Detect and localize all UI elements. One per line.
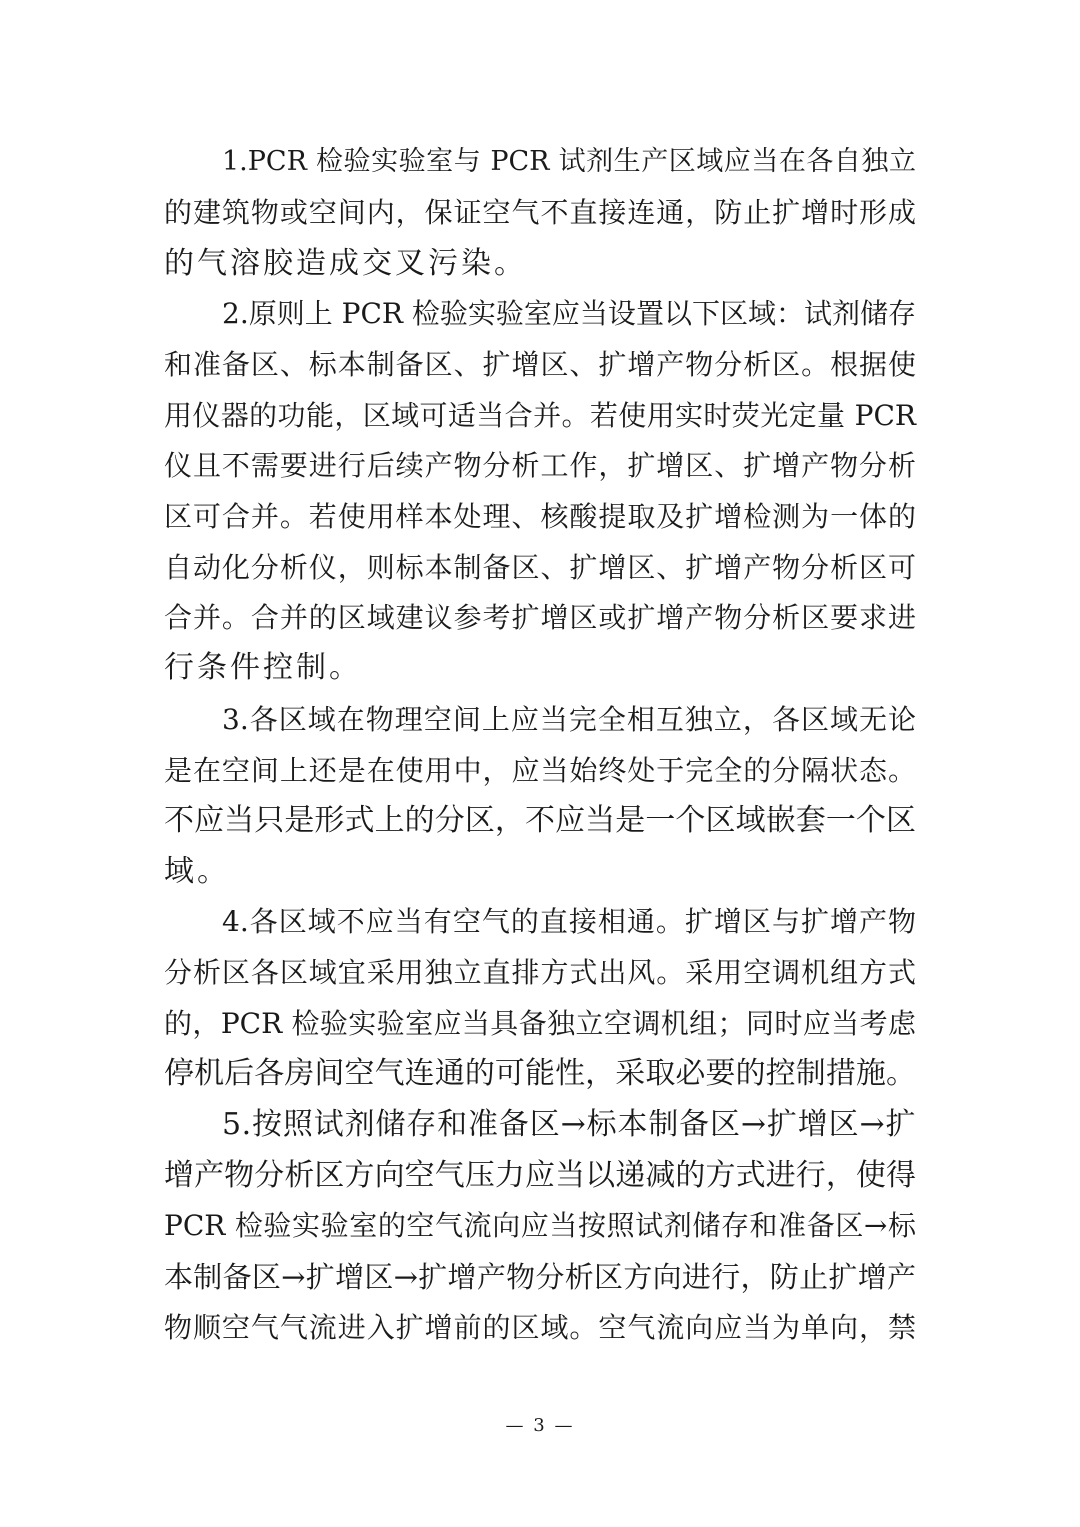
text-line: 自动化分析仪，则标本制备区、扩增区、扩增产物分析区可	[164, 551, 916, 584]
text-line: 停机后各房间空气连通的可能性，采取必要的控制措施。	[164, 1056, 916, 1091]
text-line: 行条件控制。	[164, 650, 362, 685]
text-line: 物顺空气气流进入扩增前的区域。空气流向应当为单向，禁	[164, 1311, 916, 1344]
text-line: 4.各区域不应当有空气的直接相通。扩增区与扩增产物	[222, 905, 916, 938]
text-line: 区可合并。若使用样本处理、核酸提取及扩增检测为一体的	[164, 500, 916, 533]
text-line: 和准备区、标本制备区、扩增区、扩增产物分析区。根据使	[164, 348, 916, 381]
text-line: 5.按照试剂储存和准备区→标本制备区→扩增区→扩	[222, 1107, 916, 1142]
text-line: 2.原则上 PCR 检验实验室应当设置以下区域：试剂储存	[222, 297, 916, 330]
text-line: 不应当只是形式上的分区，不应当是一个区域嵌套一个区	[164, 803, 916, 838]
text-line: 增产物分析区方向空气压力应当以递减的方式进行，使得	[164, 1158, 916, 1193]
text-line: 1.PCR 检验实验室与 PCR 试剂生产区域应当在各自独立	[222, 146, 916, 177]
text-line: 用仪器的功能，区域可适当合并。若使用实时荧光定量 PCR	[164, 399, 916, 432]
text-line: 的建筑物或空间内，保证空气不直接连通，防止扩增时形成	[164, 196, 916, 229]
text-line: 的，PCR 检验实验室应当具备独立空调机组；同时应当考虑	[164, 1007, 916, 1040]
page-number: — 3 —	[505, 1415, 575, 1436]
text-line: 域。	[164, 854, 230, 889]
text-line: PCR 检验实验室的空气流向应当按照试剂储存和准备区→标	[164, 1209, 916, 1242]
text-line: 仪且不需要进行后续产物分析工作，扩增区、扩增产物分析	[164, 449, 916, 482]
text-line: 是在空间上还是在使用中，应当始终处于完全的分隔状态。	[164, 754, 916, 787]
text-line: 本制备区→扩增区→扩增产物分析区方向进行，防止扩增产	[164, 1260, 916, 1294]
text-line: 的气溶胶造成交叉污染。	[164, 246, 527, 281]
text-line: 合并。合并的区域建议参考扩增区或扩增产物分析区要求进	[164, 601, 916, 634]
text-line: 分析区各区域宜采用独立直排方式出风。采用空调机组方式	[164, 956, 916, 989]
text-line: 3.各区域在物理空间上应当完全相互独立，各区域无论	[222, 703, 916, 736]
